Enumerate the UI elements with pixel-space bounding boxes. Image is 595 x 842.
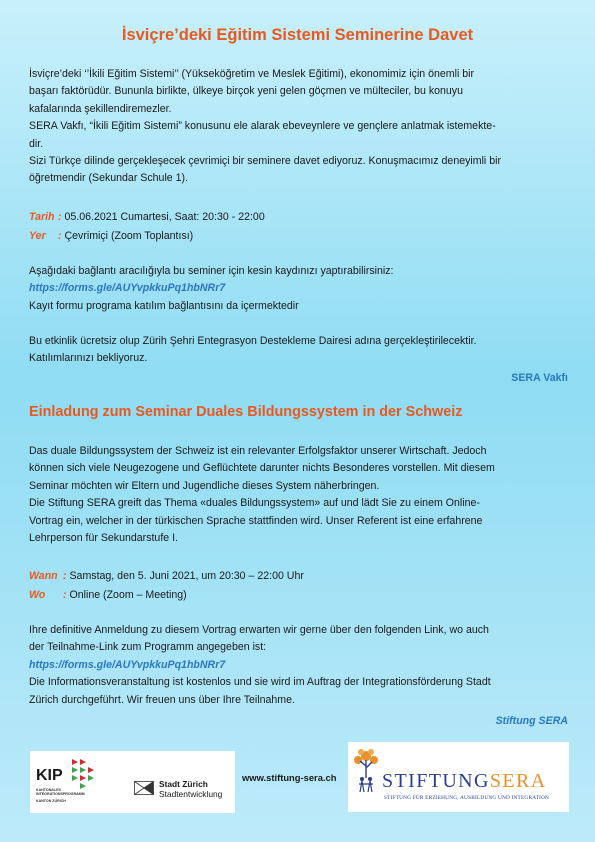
where-label: Wo [29,589,46,601]
place-row-turkish [29,230,193,242]
sera-wordmark-part1: STIFTUNG [382,770,490,792]
intro-line: kafalarında şekillendiremezler. [29,102,172,115]
intro-line: öğretmendir (Sekundar Schule 1). [29,172,188,185]
register-german [29,622,574,709]
city-department: Stadtentwicklung [159,789,223,799]
intro-line: Vortrag ein, welcher in der türkischen Sprache stattfinden wird. Unser Referent ist eine erfahrene [29,514,483,527]
kip-wordmark: KIP [36,767,63,784]
kip-sub-line: INTEGRATIONSPROGRAMM [36,792,85,797]
sera-wordmark-part2: SERA [489,770,547,792]
closing-line: Die Informationsveranstaltung ist kostenlos und sie wird im Auftrag der Integrationsförderung Stadt [29,676,491,689]
kip-subtitle [36,788,85,803]
title-german: Einladung zum Seminar Duales Bildungssystem in der Schweiz [29,404,463,420]
intro-line: başarı faktörüdür. Bununla birlikte, ülkeye birçok yeni gelen göçmen ve mülteciler, bu konuyu [29,85,463,98]
closing-line: Bu etkinlik ücretsiz olup Zürih Şehri Entegrasyon Destekleme Dairesi adına gerçekleştirilecektir. [29,335,477,347]
intro-line: Die Stiftung SERA greift das Thema «duales Bildungssystem» auf und lädt Sie zu einem Online- [29,497,480,510]
register-line: der Teilnahme-Link zum Programm angegeben ist: [29,641,267,654]
intro-line: dir. [29,137,44,150]
closing-turkish [29,333,574,368]
kip-sub-line: KANTON ZÜRICH [36,798,66,803]
intro-line: Sizi Türkçe dilinde gerçekleşecek çevrimiçi bir seminere davet ediyoruz. Konuşmacımız deneyimli bir [29,155,501,168]
intro-line: SERA Vakfı, “İkili Eğitim Sistemi” konusunu ele alarak ebeveynlere ve gençlere anlatmak istemekte- [29,120,496,133]
where-colon: : [63,589,67,601]
where-row-german [29,589,187,601]
register-turkish [29,263,574,315]
registration-link-turkish[interactable]: https://forms.gle/AUYvpkkuPq1hbNRr7 [29,282,226,295]
register-line: Ihre definitive Anmeldung zu diesem Vortrag erwarten wir gerne über den folgenden Link, wo auch [29,624,489,636]
date-value: 05.06.2021 Cumartesi, Saat: 20:30 - 22:00 [64,211,265,223]
closing-line: Zürich durchgeführt. Wir freuen uns über Ihre Teilnahme. [29,693,295,706]
sera-wordmark [382,770,547,793]
intro-line: können sich viele Neugezogene und Geflüchtete darunter nichts Besonderes vorstellen. Mit diesem [29,462,495,475]
place-value: Çevrimiçi (Zoom Toplantısı) [64,230,194,242]
title-turkish: İsviçre’deki Eğitim Sistemi Seminerine Davet [121,26,474,44]
place-label: Yer [29,230,46,242]
signature-turkish: SERA Vakfı [511,372,568,384]
when-colon: : [63,570,67,582]
kip-logo [34,757,129,811]
link-note: Kayıt formu programa katılım bağlantısını da içermektedir [29,299,299,312]
sera-tree-icon [351,748,381,794]
website-link[interactable]: www.stiftung-sera.ch [242,772,337,783]
zurich-crest-icon [134,781,154,795]
when-value: Samstag, den 5. Juni 2021, um 20:30 – 22:00 Uhr [69,570,304,582]
intro-line: Seminar möchten wir Eltern und Jugendliche dieses System näherbringen. [29,479,380,492]
place-colon: : [58,230,62,242]
date-colon: : [58,211,62,223]
signature-german: Stiftung SERA [495,715,568,727]
register-text: Aşağıdaki bağlantı aracılığıyla bu seminer için kesin kaydınızı yaptırabilirsiniz: [29,265,394,277]
intro-german [29,443,574,547]
closing-line: Katılımlarınızı bekliyoruz. [29,352,148,365]
sera-logo-box [348,742,569,812]
registration-link-german[interactable]: https://forms.gle/AUYvpkkuPq1hbNRr7 [29,658,226,671]
when-row-german [29,570,304,582]
date-row-turkish [29,211,265,223]
city-name: Stadt Zürich [159,779,208,789]
where-value: Online (Zoom – Meeting) [69,589,187,601]
intro-line: Das duale Bildungssystem der Schweiz ist ein relevanter Erfolgsfaktor unserer Wirtschaft. Jedoch [29,445,487,457]
sera-tagline: STIFTUNG FÜR ERZIEHUNG, AUSBILDUNG UND INTEGRATION [384,795,550,801]
stadt-zuerich-logo [134,779,234,803]
kip-sub-line: KANTONALES [36,788,61,792]
intro-turkish [29,66,574,188]
intro-line: İsviçre’deki ‘’İkili Eğitim Sistemi’’ (Yükseköğretim ve Meslek Eğitimi), ekonomimiz için önemli bir [29,68,475,80]
date-label: Tarih [29,211,55,223]
when-label: Wann [29,570,58,582]
intro-line: Lehrperson für Sekundarstufe I. [29,532,178,545]
partner-logos-box [30,751,235,813]
